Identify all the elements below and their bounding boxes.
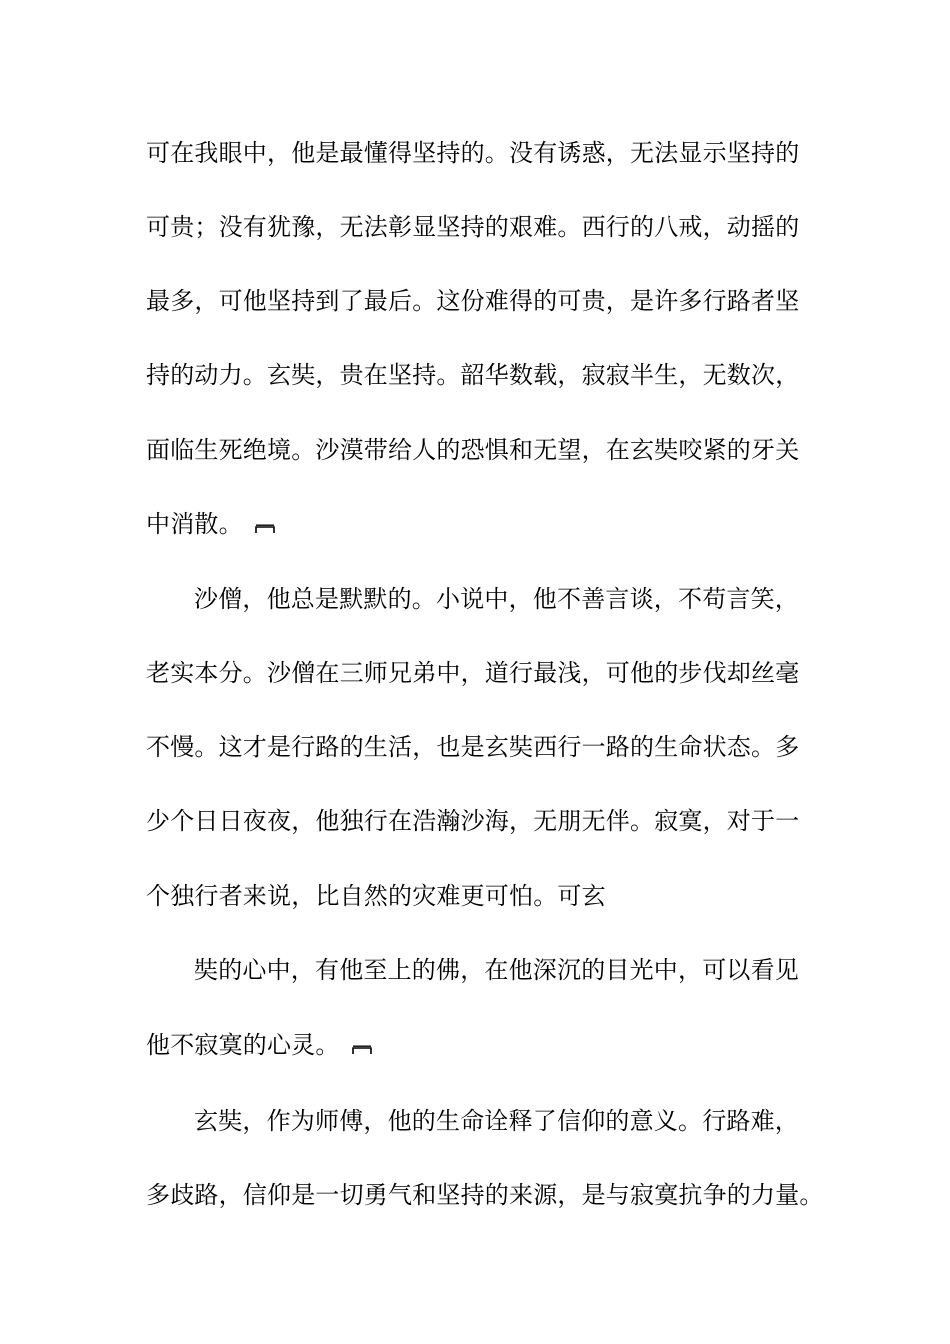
text-line-content: 少个日日夜夜，他独行在浩瀚沙海，无朋无伴。寂寞，对于一 (146, 807, 800, 835)
text-line (146, 509, 275, 539)
text-line-content: 可贵；没有犹豫，无法彰显坚持的艰难。西行的八戒，动摇的 (146, 213, 800, 241)
text-line (194, 584, 799, 614)
text-line (194, 955, 799, 985)
paragraph-mark-icon (255, 524, 275, 534)
text-line-content: 不慢。这才是行路的生活，也是玄奘西行一路的生命状态。多 (146, 733, 800, 761)
text-line-content: 中消散。 (146, 510, 243, 538)
text-line-content: 个独行者来说，比自然的灾难更可怕。可玄 (146, 882, 606, 910)
text-line (146, 286, 799, 316)
text-line-content: 持的动力。玄奘，贵在坚持。韶华数载，寂寂半生，无数次， (146, 361, 800, 389)
text-line (146, 806, 799, 836)
paragraph-mark-icon (352, 1045, 372, 1055)
text-line-content: 他不寂寞的心灵。 (146, 1031, 340, 1059)
text-line-content: 可在我眼中，他是最懂得坚持的。没有诱惑，无法显示坚持的 (146, 139, 800, 167)
text-line (146, 212, 799, 242)
text-line (146, 360, 799, 390)
text-line (146, 138, 799, 168)
text-line-content: 沙僧，他总是默默的。小说中，他不善言谈，不苟言笑， (194, 585, 799, 613)
text-line (194, 1106, 799, 1136)
text-line-content: 多歧路，信仰是一切勇气和坚持的来源，是与寂寞抗争的力量。 (146, 1181, 824, 1209)
text-line (146, 881, 606, 911)
text-line (146, 1180, 824, 1210)
text-line (146, 1030, 372, 1060)
text-line-content: 老实本分。沙僧在三师兄弟中，道行最浅，可他的步伐却丝毫 (146, 659, 800, 687)
text-line (146, 732, 799, 762)
text-line-content: 玄奘，作为师傅，他的生命诠释了信仰的意义。行路难， (194, 1107, 799, 1135)
text-line (146, 658, 799, 688)
text-line-content: 面临生死绝境。沙漠带给人的恐惧和无望，在玄奘咬紧的牙关 (146, 436, 800, 464)
text-line-content: 最多，可他坚持到了最后。这份难得的可贵，是许多行路者坚 (146, 287, 800, 315)
text-line (146, 435, 799, 465)
text-line-content: 奘的心中，有他至上的佛，在他深沉的目光中，可以看见 (194, 956, 799, 984)
